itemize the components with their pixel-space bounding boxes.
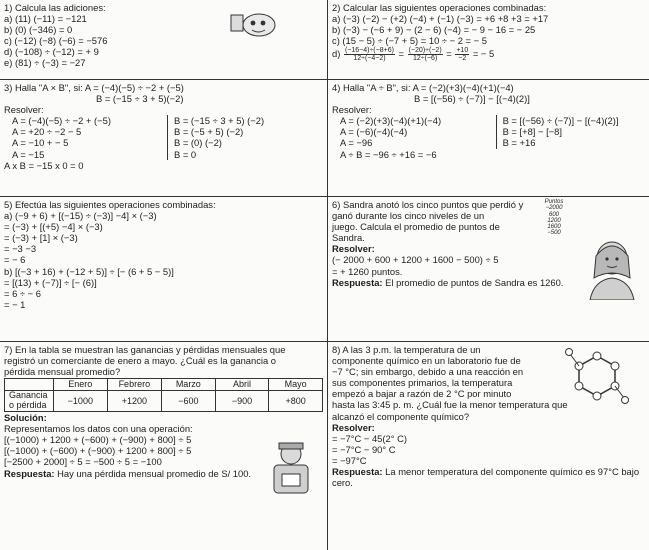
table-row: Ganancia o pérdida −1000 +1200 −600 −900 +800	[5, 391, 323, 412]
table-header-row	[5, 379, 323, 391]
exercise-6-line-2: ganó durante los cinco niveles de un	[332, 210, 485, 222]
exercise-3-column-b: B = (−15 ÷ 3 + 5) (−2) B = (−5 + 5) (−2) B = (0) (−2) B = 0	[167, 115, 323, 159]
fraction-1: $\frac{(-16-4)\div(-8+6)}{12\div(-4-2)}$	[344, 47, 394, 63]
exercise-1-c: c) (−12) (−8) (−6) = −576	[4, 35, 108, 47]
exercise-6-line-3: juego. Calcula el promedio de puntos de	[332, 221, 500, 233]
exercise-4-column-a: A = (−2)(+3)(−4)(+1)(−4) A = (−6)(−4)(−4) A = −96	[340, 115, 442, 149]
exercise-3	[0, 81, 327, 196]
fraction-2: $\frac{(-20)\div(-2)}{12\div(-6)}$	[408, 47, 442, 63]
exercise-6-line-4: Sandra.	[332, 232, 365, 244]
molecule-icon	[562, 346, 632, 416]
month-header: Marzo	[161, 379, 215, 391]
exercise-6: 6) Sandra anotó los cinco puntos que perdió y ganó durante los cinco niveles de un juego. Calcula el promedio de puntos de Sandra. Resolver: (− 2000 + 600 + 1200 + 1600 − 500) ÷ 5 = + 1260 puntos. Respuesta: El promedio de puntos de Sandra es 1260.	[328, 198, 649, 341]
exercise-3-column-a: A = (−4)(−5) ÷ −2 + (−5) A = +20 ÷ −2 − 5 A = −10 + − 5 A = −15	[12, 115, 111, 160]
exercise-4-statement: 4) Halla "A ÷ B", si: A = (−2)(+3)(−4)(+1)(−4)	[332, 82, 514, 93]
month-header: Enero	[53, 379, 107, 391]
exercise-8: 8) A las 3 p.m. la temperatura de un componente químico en un laboratorio fue de −7 °C; sin embargo, debido a una reacción en sus componentes primarios, la temperatura empezó a bajar a razón de 2 °C por minuto hasta las 3:45 p. m. ¿Cuál fue la menor temperatura que alcanzó el componente químico? Resolver: = −7°C − 45(2° C) = −7°C − 90° C = −97°C Respuesta: La menor temperatura del componente químico es 97°C bajo cero.	[328, 343, 649, 550]
row-label: Ganancia o pérdida	[5, 391, 54, 412]
exercise-2-a: a) (−3) (−2) − (+2) (−4) + (−1) (−3) = +6 +8 +3 = +17	[332, 13, 549, 25]
month-header: Abril	[215, 379, 269, 391]
exercise-3-resolver: Resolver:	[4, 104, 44, 116]
exercise-2-title: 2) Calcular las siguientes operaciones combinadas:	[332, 2, 547, 13]
exercise-6-line-1: 6) Sandra anotó los cinco puntos que perdió y	[332, 199, 524, 210]
exercise-2-c: c) (15 − 5) ÷ (−7 + 5) = 10 ÷ − 2 = − 5	[332, 35, 487, 47]
earnings-table	[4, 378, 323, 412]
month-header: Mayo	[269, 379, 323, 391]
exercise-6-answer: Respuesta: El promedio de puntos de Sandra es 1260.	[332, 276, 564, 288]
month-header: Febrero	[107, 379, 161, 391]
exercise-1-a: a) (11) (−11) = −121	[4, 13, 87, 25]
exercise-4-columns	[332, 115, 645, 148]
row-divider-3	[0, 341, 649, 342]
exercise-2	[328, 1, 649, 79]
merchant-illustration-icon	[262, 440, 320, 500]
exercise-5-title: 5) Efectúa las siguientes operaciones combinadas:	[4, 199, 216, 210]
exercise-7-solution-label: Solución:	[4, 412, 47, 424]
exercise-5: 5) Efectúa las siguientes operaciones combinadas: a) (−9 + 6) + [(−15) ÷ (−3)] −4] × (−3) = (−3) + [(+5) −4] × (−3) = (−3) + [1] × (−3) = −3 −3 = − 6 b) [(−3 + 16) + (−12 + 5)] ÷ [− (6 + 5 − 5)] = [(13) + (−7)] ÷ [− (6)] = 6 ÷ − 6 = − 1	[0, 198, 327, 341]
exercise-8-answer: Respuesta: La menor temperatura del componente químico es 97°C bajo cero.	[332, 466, 640, 489]
fraction-3: $\frac{+10}{-2}$	[456, 47, 469, 63]
exercise-7-answer: Respuesta: Hay una pérdida mensual promedio de S/ 100.	[4, 467, 252, 479]
cartoon-icon	[225, 10, 285, 40]
exercise-7: 7) En la tabla se muestran las ganancias y pérdidas mensuales que registró un comerciante de enero a mayo. ¿Cuál es la ganancia o pérdida mensual promedio? Enero Febrero Marzo Abril Mayo Ganancia o pérdida −1000 +1200 −600 −900 +800 Solución: Representamos los datos con una operación: [(−1000) + 1200 + (−600) + (−900) + 800] ÷ 5 [(−1000) + (−600) + (−900) + 1200 + 800] ÷ 5 [−2500 + 2000] ÷ 5 = −500 ÷ 5 = −100 Respuesta: Hay una pérdida mensual promedio de S/ 100.	[0, 343, 327, 550]
points-card: Puntos −2000 600 1200 1600 −500	[544, 199, 564, 237]
exercise-4-final: A ÷ B = −96 ÷ +16 = −6	[340, 148, 437, 160]
row-divider-1	[0, 79, 649, 80]
exercise-3-statement-b: B = (−15 ÷ 3 + 5)(−2)	[96, 93, 184, 105]
row-divider-2	[0, 196, 649, 197]
exercise-6-resolver: Resolver:	[332, 243, 375, 255]
girl-illustration-icon	[576, 238, 648, 300]
exercise-3-statement: 3) Halla "A × B", si: A = (−4)(−5) ÷ −2 + (−5)	[4, 82, 184, 93]
exercise-3-columns	[4, 115, 323, 159]
exercise-1-b: b) (0) (−346) = 0	[4, 24, 73, 36]
exercise-4-statement-b: B = [(−56) ÷ (−7)] − [(−4)(2)]	[414, 93, 530, 105]
exercise-2-b: b) (−3) − (−6 + 9) − (2 − 6) (−4) = − 9 − 16 = − 25	[332, 24, 536, 36]
exercise-4-resolver: Resolver:	[332, 104, 372, 116]
exercise-4-column-b: B = [(−56) ÷ (−7)] − [(−4)(2)] B = [+8] − [−8] B = +16	[496, 115, 645, 148]
exercise-8-resolver: Resolver:	[332, 421, 375, 433]
exercise-3-final: A x B = −15 x 0 = 0	[4, 159, 84, 171]
exercise-1-e: e) (81) ÷ (−3) = −27	[4, 57, 86, 69]
exercise-1-d: d) (−108) ÷ (−12) = + 9	[4, 46, 99, 58]
exercise-2-d: d) $\frac{(-16-4)\div(-8+6)}{12\div(-4-2)}$ = $\frac{(-20)\div(-2)}{12\div(-6)}$ = $\frac{+10}{-2}$ = − 5	[332, 47, 495, 63]
exercise-1-title: 1) Calcula las adiciones:	[4, 2, 106, 13]
exercise-4	[328, 81, 649, 196]
